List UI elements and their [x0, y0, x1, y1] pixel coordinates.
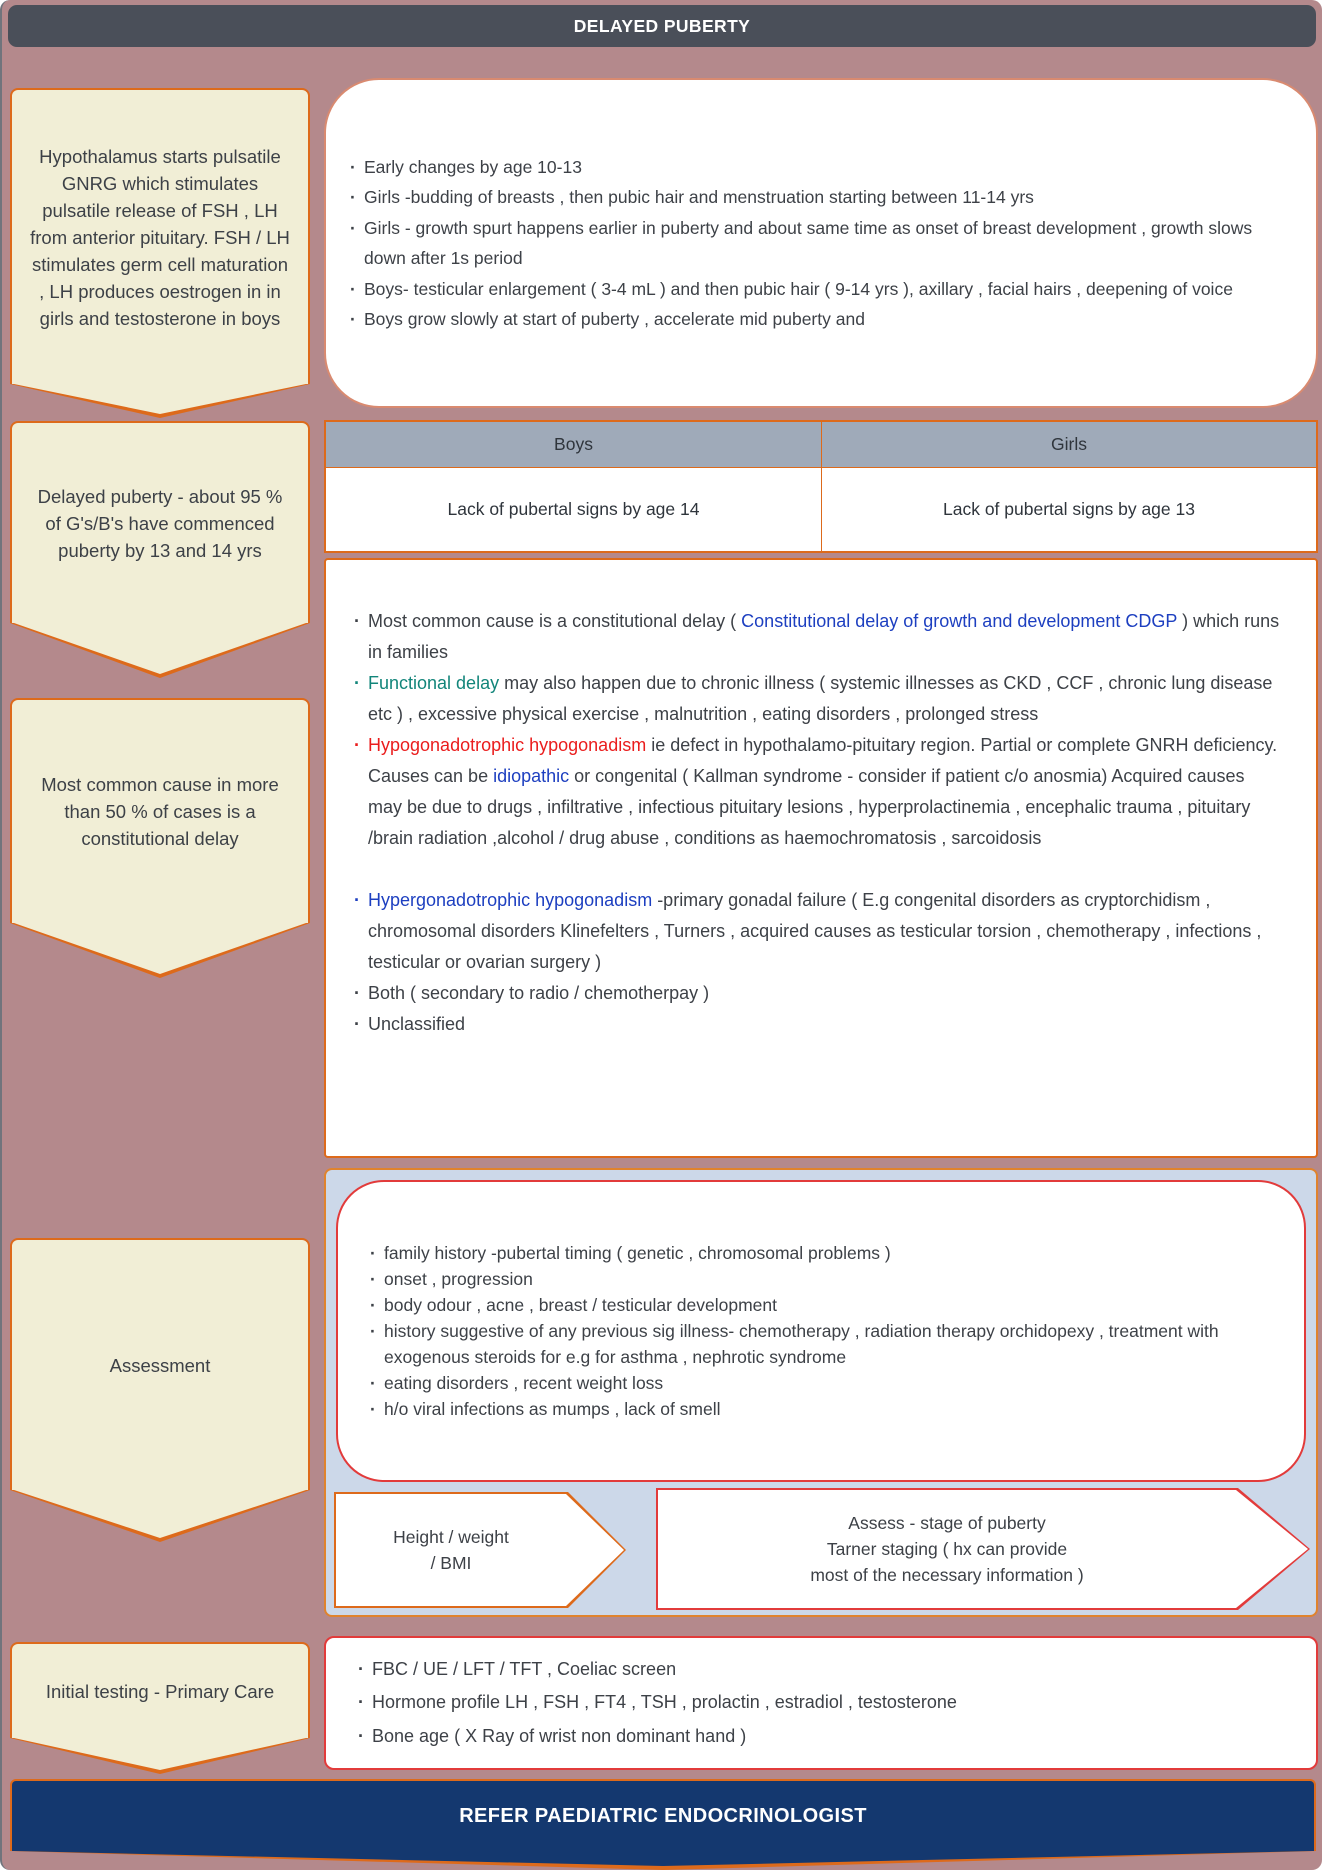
flow-step-text: Assessment: [109, 1354, 211, 1376]
flow-step-initial-testing: [10, 1642, 310, 1738]
table-header-boys: Boys: [326, 422, 821, 467]
causes-panel: [324, 558, 1318, 1158]
list-item: · eating disorders , recent weight loss: [368, 1370, 1288, 1396]
list-item: · Most common cause is a constitutional delay ( Constitutional delay of growth and development CDGP ) which runs in families: [352, 606, 1280, 668]
causes-list: [352, 606, 1280, 1040]
list-item: · Hypergonadotrophic hypogonadism -primary gonadal failure ( E.g congenital disorders as cryptorchidism , chromosomal disorders Klinefelters , Turners , acquired causes as testicular torsion , chemotherapy , infections , testicular or ovarian surgery ): [352, 885, 1280, 978]
list-item: · body odour , acne , breast / testicular development: [368, 1292, 1288, 1318]
arrow-line: / BMI: [430, 1553, 472, 1573]
arrow-line: Assess - stage of puberty: [848, 1513, 1046, 1533]
flow-step-physiology: [10, 88, 310, 384]
history-list: [368, 1240, 1288, 1422]
list-item: · Boys grow slowly at start of puberty , accelerate mid puberty and: [348, 304, 1292, 335]
list-item: · Girls -budding of breasts , then pubic hair and menstruation starting between 11-14 yrs: [348, 182, 1292, 213]
history-panel: [336, 1180, 1306, 1482]
page-title: DELAYED PUBERTY: [573, 15, 751, 36]
initial-testing-panel: [324, 1636, 1318, 1770]
arrow-line: Tarner staging ( hx can provide: [826, 1539, 1068, 1559]
list-item: · history suggestive of any previous sig illness- chemotherapy , radiation therapy orchidopexy , treatment with exogenous steroids for e.g for asthma , nephrotic syndrome: [368, 1318, 1288, 1370]
table-cell-boys: Lack of pubertal signs by age 14: [326, 467, 821, 551]
list-item: · FBC / UE / LFT / TFT , Coeliac screen: [356, 1653, 1292, 1687]
list-item: · onset , progression: [368, 1266, 1288, 1292]
initial-testing-list: [356, 1653, 1292, 1754]
list-item: · Unclassified: [352, 1009, 1280, 1040]
flow-step-definition: [10, 421, 310, 623]
list-item: · Girls - growth spurt happens earlier in puberty and about same time as onset of breast development , growth slows down after 1s period: [348, 213, 1292, 274]
refer-banner: [10, 1779, 1316, 1851]
arrow-text: [334, 1492, 568, 1608]
title-banner: [8, 5, 1316, 47]
assessment-panel: [324, 1168, 1318, 1617]
flow-step-text: Most common cause in more than 50 % of cases is a constitutional delay: [41, 774, 279, 849]
list-item: · Bone age ( X Ray of wrist non dominant hand ): [356, 1720, 1292, 1754]
table-cell-girls: Lack of pubertal signs by age 13: [821, 467, 1316, 551]
height-weight-bmi-arrow: [334, 1492, 626, 1608]
list-item: · Both ( secondary to radio / chemotherpay ): [352, 978, 1280, 1009]
refer-banner-text: REFER PAEDIATRIC ENDOCRINOLOGIST: [459, 1804, 867, 1827]
normal-puberty-panel: [324, 78, 1318, 408]
flow-step-most-common-cause: [10, 698, 310, 923]
list-item: · h/o viral infections as mumps , lack of smell: [368, 1396, 1288, 1422]
arrow-text: [656, 1488, 1238, 1610]
list-item: · Early changes by age 10-13: [348, 152, 1292, 183]
list-item: · Functional delay may also happen due to chronic illness ( systemic illnesses as CKD , CCF , chronic lung disease etc ) , excessive physical exercise , malnutrition , eating disorders , prolonged stress: [352, 668, 1280, 730]
flow-step-assessment: [10, 1238, 310, 1490]
flow-step-text: Initial testing - Primary Care: [45, 1680, 275, 1702]
list-item: · family history -pubertal timing ( genetic , chromosomal problems ): [368, 1240, 1288, 1266]
normal-puberty-list: [348, 152, 1292, 335]
table-header-girls: Girls: [821, 422, 1316, 467]
flow-step-text: Hypothalamus starts pulsatile GNRG which stimulates pulsatile release of FSH , LH from anterior pituitary. FSH / LH stimulates germ cell maturation , LH produces oestrogen in in girls and testosterone in boys: [30, 145, 290, 329]
arrow-line: most of the necessary information ): [810, 1565, 1084, 1585]
flow-step-text: Delayed puberty - about 95 % of G's/B's have commenced puberty by 13 and 14 yrs: [37, 485, 283, 561]
definition-table: [324, 420, 1318, 553]
list-item: · Boys- testicular enlargement ( 3-4 mL ) and then pubic hair ( 9-14 yrs ), axillary , facial hairs , deepening of voice: [348, 274, 1292, 305]
tanner-staging-arrow: [656, 1488, 1310, 1610]
list-item: · Hormone profile LH , FSH , FT4 , TSH , prolactin , estradiol , testosterone: [356, 1686, 1292, 1720]
arrow-line: Height / weight: [393, 1527, 509, 1547]
list-item: · Hypogonadotrophic hypogonadism ie defect in hypothalamo-pituitary region. Partial or complete GNRH deficiency. Causes can be idiopathic or congenital ( Kallman syndrome - consider if patient c/o anosmia) Acquired causes may be due to drugs , infiltrative , infectious pituitary lesions , hyperprolactinemia , encephalic trauma , pituitary /brain radiation ,alcohol / drug abuse , conditions as haemochromatosis , sarcoidosis: [352, 730, 1280, 854]
